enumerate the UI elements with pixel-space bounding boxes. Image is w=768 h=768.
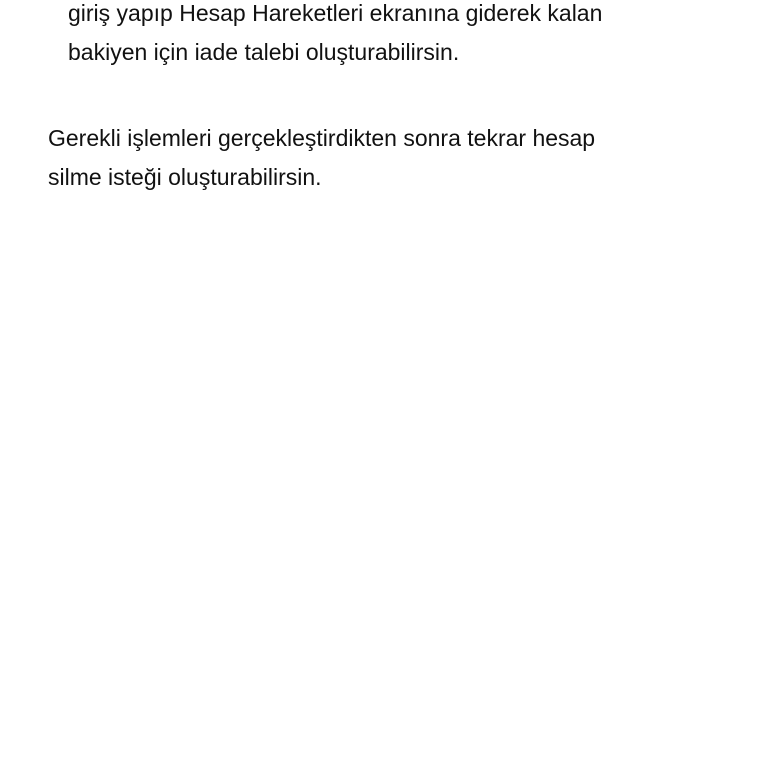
list-item-line-2: bakiyen için iade talebi oluşturabilirsin. [68, 39, 460, 65]
list-item-text [68, 0, 728, 72]
list-item-line-1: giriş yapıp Hesap Hareketleri ekranına giderek kalan [68, 0, 603, 26]
closing-paragraph-line-1: Gerekli işlemleri gerçekleştirdikten sonra tekrar hesap [48, 125, 596, 151]
closing-paragraph [48, 119, 728, 197]
closing-paragraph-line-2: silme isteği oluşturabilirsin. [48, 164, 322, 190]
